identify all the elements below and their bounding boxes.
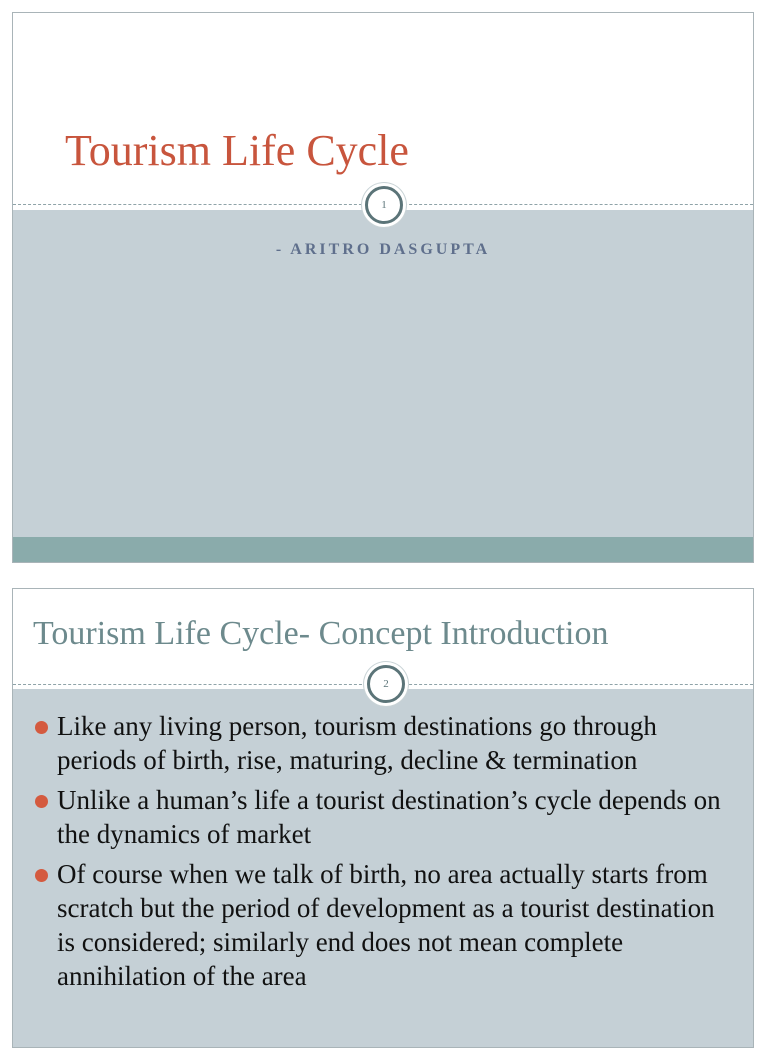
slide-1-footer-band bbox=[13, 537, 753, 563]
bullet-text: Of course when we talk of birth, no area actually starts from scratch but the period of development as a tourist destination is considered; similarly end does not mean complete annihilation of the area bbox=[57, 859, 715, 991]
bullet-text: Unlike a human’s life a tourist destination’s cycle depends on the dynamics of market bbox=[57, 785, 721, 849]
slide-1-title: Tourism Life Cycle bbox=[65, 126, 409, 175]
slide-1-body-area bbox=[13, 210, 753, 537]
bullet-item bbox=[35, 857, 735, 993]
bullet-text: Like any living person, tourism destinations go through periods of birth, rise, maturing, decline & termination bbox=[57, 711, 657, 775]
bullet-item bbox=[35, 709, 735, 777]
slide-1 bbox=[12, 12, 754, 563]
bullet-dot-icon bbox=[35, 721, 48, 734]
bullet-list bbox=[35, 709, 735, 999]
slide-2-title: Tourism Life Cycle- Concept Introduction bbox=[33, 615, 609, 652]
slide-number-badge: 2 bbox=[367, 665, 405, 703]
slide-2 bbox=[12, 588, 754, 1048]
slide-number-badge: 1 bbox=[365, 186, 403, 224]
slide-1-subtitle: - ARITRO DASGUPTA bbox=[275, 241, 491, 258]
bullet-item bbox=[35, 783, 735, 851]
bullet-dot-icon bbox=[35, 869, 48, 882]
bullet-dot-icon bbox=[35, 795, 48, 808]
